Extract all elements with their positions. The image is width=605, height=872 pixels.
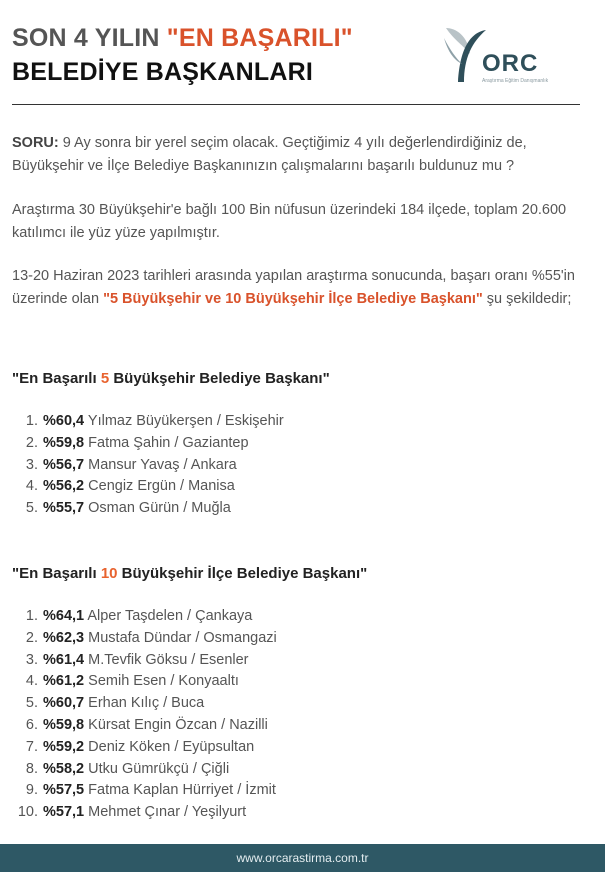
- rank-number: 6.: [25, 716, 38, 733]
- list-item: [12, 455, 284, 477]
- footer-url: www.orcarastirma.com.tr: [236, 851, 369, 865]
- mayor-name: Cengiz Ergün / Manisa: [84, 478, 235, 495]
- rank-number: 1.: [25, 608, 38, 624]
- list-item: [12, 650, 277, 672]
- success-rate: %61,2: [43, 673, 85, 690]
- success-rate: %59,8: [43, 434, 85, 451]
- list-item: [12, 759, 277, 781]
- list-item: [12, 606, 277, 628]
- list-item: [12, 476, 284, 498]
- mayor-name: Mehmet Çınar / Yeşilyurt: [84, 804, 247, 821]
- success-rate: %59,2: [43, 738, 85, 755]
- success-rate: %62,3: [43, 629, 85, 646]
- logo-subtitle: Araştırma Eğitim Danışmanlık: [482, 78, 549, 84]
- mayor-name: Deniz Köken / Eyüpsultan: [84, 738, 255, 755]
- question-text: 9 Ay sonra bir yerel seçim olacak. Geçtiğimiz 4 yılı değerlendirdiğiniz de, Büyükşehir ve İlçe Belediye Başkanınızın çalışmalarını başarılı buldunuz mu ?: [12, 135, 527, 174]
- mayor-name: Mansur Yavaş / Ankara: [84, 456, 237, 473]
- rank-number: 3.: [25, 651, 38, 668]
- rank-number: 3.: [25, 456, 38, 473]
- success-rate: %56,2: [43, 478, 85, 495]
- rank-number: 4.: [25, 478, 38, 495]
- list-item: [12, 498, 284, 520]
- list-item: [12, 411, 284, 433]
- orc-logo: [442, 22, 564, 90]
- mayor-name: Kürsat Engin Özcan / Nazilli: [84, 716, 268, 733]
- rank-number: 5.: [25, 695, 38, 712]
- rank-number: 8.: [25, 760, 38, 777]
- section1-count: 5: [100, 370, 110, 387]
- mayor-name: Fatma Şahin / Gaziantep: [84, 434, 249, 451]
- metropolitan-mayor-list: [12, 411, 284, 520]
- list-item: [12, 433, 284, 455]
- divider: [12, 104, 580, 105]
- section1-title: "En Başarılı 5 Büyükşehir Belediye Başkanı": [12, 370, 330, 387]
- question-label: SORU:: [12, 135, 59, 151]
- title-highlight: "EN BAŞARILI": [166, 24, 353, 52]
- mayor-name: Utku Gümrükçü / Çiğli: [84, 760, 230, 777]
- method-paragraph: Araştırma 30 Büyükşehir'e bağlı 100 Bin nüfusun üzerindeki 184 ilçede, toplam 20.600 katılımcı ile yüz yüze yapılmıştır.: [12, 202, 567, 241]
- success-rate: %64,1: [43, 608, 85, 624]
- list-item: [12, 802, 277, 824]
- mayor-name: Erhan Kılıç / Buca: [84, 695, 205, 712]
- section2-title: "En Başarılı 10 Büyükşehir İlçe Belediye Başkanı": [12, 565, 368, 582]
- mayor-name: Semih Esen / Konyaaltı: [84, 673, 239, 690]
- mayor-name: Fatma Kaplan Hürriyet / İzmit: [84, 782, 276, 799]
- title-line-2: BELEDİYE BAŞKANLARI: [12, 58, 314, 86]
- question-paragraph: [12, 132, 592, 178]
- rank-number: 2.: [25, 629, 38, 646]
- success-rate: %60,7: [43, 695, 85, 712]
- district-mayor-list: [12, 606, 277, 824]
- success-rate: %61,4: [43, 651, 85, 668]
- rank-number: 4.: [25, 673, 38, 690]
- rank-number: 5.: [25, 500, 38, 517]
- list-item: [12, 737, 277, 759]
- mayor-name: Osman Gürün / Muğla: [84, 500, 231, 517]
- list-item: [12, 780, 277, 802]
- success-rate: %58,2: [43, 760, 85, 777]
- rank-number: 7.: [25, 738, 38, 755]
- rank-number: 10.: [17, 804, 38, 821]
- result-highlight: "5 Büyükşehir ve 10 Büyükşehir İlçe Belediye Başkanı": [103, 291, 483, 307]
- list-item: [12, 693, 277, 715]
- success-rate: %55,7: [43, 500, 85, 517]
- mayor-name: M.Tevfik Göksu / Esenler: [84, 651, 249, 668]
- list-item: [12, 715, 277, 737]
- success-rate: %56,7: [43, 456, 85, 473]
- footer-bar: [0, 844, 605, 872]
- success-rate: %57,5: [43, 782, 85, 799]
- mayor-name: Mustafa Dündar / Osmangazi: [84, 629, 277, 646]
- section2-count: 10: [100, 565, 118, 582]
- success-rate: %60,4: [43, 413, 85, 429]
- list-item: [12, 628, 277, 650]
- mayor-name: Yılmaz Büyükerşen / Eskişehir: [84, 413, 284, 429]
- success-rate: %59,8: [43, 716, 85, 733]
- mayor-name: Alper Taşdelen / Çankaya: [84, 608, 253, 624]
- title-line-1: SON 4 YILIN "EN BAŞARILI": [12, 24, 353, 52]
- rank-number: 1.: [25, 413, 38, 429]
- rank-number: 2.: [25, 434, 38, 451]
- rank-number: 9.: [25, 782, 38, 799]
- success-rate: %57,1: [43, 804, 85, 821]
- list-item: [12, 671, 277, 693]
- logo-text: ORC: [482, 50, 539, 77]
- result-paragraph: 13-20 Haziran 2023 tarihleri arasında yapılan araştırma sonucunda, başarı oranı %55'in üzerinde olan "5 Büyükşehir ve 10 Büyükşehir İlçe Belediye Başkanı" şu şekildedir;: [12, 268, 575, 307]
- page-header: [12, 22, 353, 88]
